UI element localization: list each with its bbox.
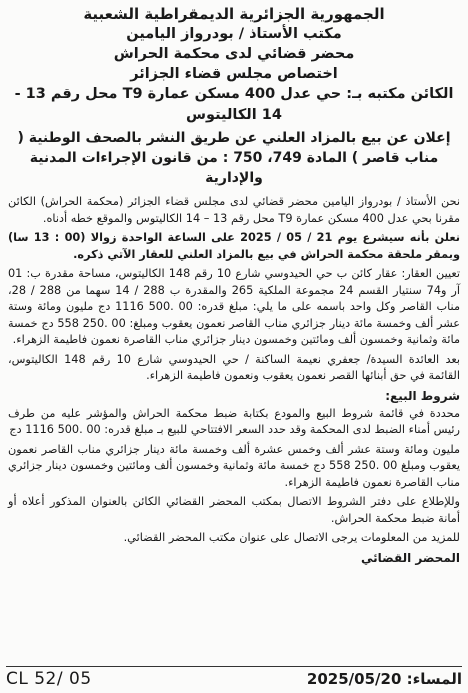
office-name: مكتب الأستاذ / بودرواز اليامين: [126, 26, 342, 42]
republic-heading: الجمهورية الجزائرية الديمقراطية الشعبية: [83, 5, 385, 23]
notice-title: إعلان عن بيع بالمزاد العلني عن طريق النشر بالصحف الوطنية ( مناب قاصر ) المادة 749، 750 : من قانون الإجراءات المدنية والإدارية: [17, 130, 451, 186]
publication-date: المساء: 2025/05/20: [306, 670, 462, 688]
signature: المحضر القضائي: [360, 550, 460, 565]
conditions-price-words: مليون ومائة وستة عشر ألف وخمس عشرة ألف وخمسة مائة دينار جزائري مناب القاصر نعمون يعقوب ومبلغ 00 .250 558 دج خمسة مائة وثمانية وخمسون ألف ومائتين وخمسون دينار جزائري مناب القاصرة نعمون فاطيمة الزهراء.: [8, 442, 461, 489]
bailiff-title: محضر قضائي لدى محكمة الحراش: [113, 46, 355, 62]
intro-paragraph: نحن الأستاذ / بودرواز اليامين محضر قضائي لدى مجلس قضاء الجزائر (محكمة الحراش) الكائن مقرنا بحي عدل 400 مسكن عمارة T9 محل رقم 13 – 14 الكاليتوس والموقع خطه أدناه.: [8, 195, 460, 225]
request-paragraph: بعد العائدة السيدة/ جعفري نعيمة الساكنة / حي الحيدوسي شارع 10 رقم 148 الكاليتوس، القائمة في حق أبنائها القصر نعمون يعقوب ونعمون فاطيمة الزهراء.: [8, 352, 460, 382]
reference-code: CL 52/ 05: [6, 669, 92, 689]
announcement-paragraph: نعلن بأنه سيشرع يوم 21 / 05 / 2025 على الساعة الواحدة زوالا (00 : 13 سا) وبمقر ملحقة محكمة الحراش في بيع بالمزاد العلني للعقار الآتي ذكره.: [8, 231, 460, 261]
conditions-label: شروط البيع:: [385, 388, 460, 403]
conditions-info: للمزيد من المعلومات يرجى الاتصال على عنوان مكتب المحضر القضائي.: [123, 531, 460, 544]
conditions-specs: محددة في قائمة شروط البيع والمودع بكتابة ضبط محكمة الحراش والمؤشر عليه من طرف رئيس أمناء الضبط لدى المحكمة وقد حدد السعر الافتتاحي للبيع بـ مبلغ قدره: 00 .500 1116 دج: [8, 406, 460, 436]
jurisdiction: اختصاص مجلس قضاء الجزائر: [130, 66, 338, 82]
conditions-consult: وللإطلاع على دفتر الشروط الاتصال بمكتب المحضر القضائي الكائن بالعنوان المذكور أعلاه أو أمانة ضبط محكمة الحراش.: [8, 495, 460, 525]
office-address: الكائن مكتبه بـ: حي عدل 400 مسكن عمارة T9 محل رقم 13 - 14 الكاليتوس: [14, 86, 454, 123]
notice-footer: [6, 666, 462, 691]
property-paragraph: تعيين العقار: عقار كائن ب حي الحيدوسي شارع 10 رقم 148 الكاليتوس، مساحة مقدرة ب: 01 آر و74 سنتيار القسم 24 مجموعة الملكية 265 والمقدرة ب 288 / 14 سهما من 288 / 28، مناب القاصر وكل واحد باسمه على ما يلي: مبلغ قدره: 00 .500 1116 دج مليون ومائة وستة عشر ألف وخمسة مائة دينار جزائري مناب القاصر نعمون يعقوب ومبلغ: 00 .250 558 دج خمسة مائة وثمانية وخمسون ألف ومائتين وخمسون دينار جزائري مناب القاصرة نعمون فاطيمة الزهراء.: [8, 267, 461, 346]
notice-header: [8, 4, 460, 84]
notice-body: [8, 194, 460, 567]
